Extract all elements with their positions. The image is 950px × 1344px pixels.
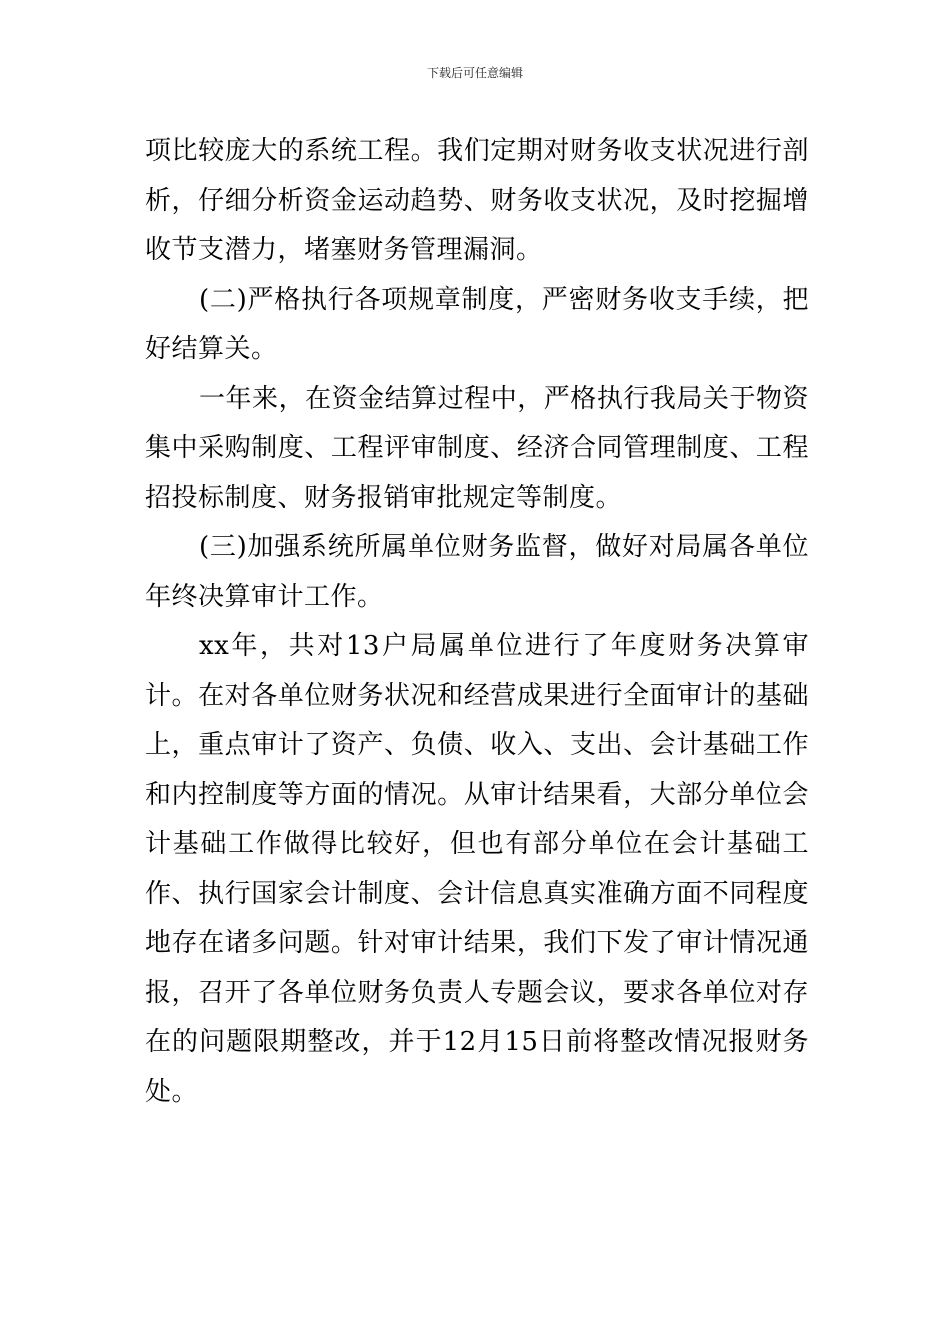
paragraph-section-two-heading: (二)严格执行各项规章制度，严密财务收支手续，把好结算关。 <box>145 284 809 364</box>
document-body <box>145 127 809 1117</box>
paragraph-audit: xx年，共对13户局属单位进行了年度财务决算审计。在对各单位财务状况和经营成果进行全面审计的基础上，重点审计了资产、负债、收入、支出、会计基础工作和内控制度等方面的情况。从审计结果看，大部分单位会计基础工作做得比较好，但也有部分单位在会计基础工作、执行国家会计制度、会计信息真实准确方面不同程度地存在诸多问题。针对审计结果，我们下发了审计情况通报，召开了各单位财务负责人专题会议，要求各单位对存在的问题限期整改，并于12月15日前将整改情况报财务处。 <box>145 631 809 1107</box>
page-header: 下载后可任意编辑 <box>426 66 523 80</box>
paragraph-settlement: 一年来，在资金结算过程中，严格执行我局关于物资集中采购制度、工程评审制度、经济合同管理制度、工程招投标制度、财务报销审批规定等制度。 <box>145 383 809 513</box>
paragraph-section-three-heading: (三)加强系统所属单位财务监督，做好对局属各单位年终决算审计工作。 <box>145 532 809 612</box>
paragraph-continuation: 项比较庞大的系统工程。我们定期对财务收支状况进行剖析，仔细分析资金运动趋势、财务收支状况，及时挖掘增收节支潜力，堵塞财务管理漏洞。 <box>145 136 809 265</box>
